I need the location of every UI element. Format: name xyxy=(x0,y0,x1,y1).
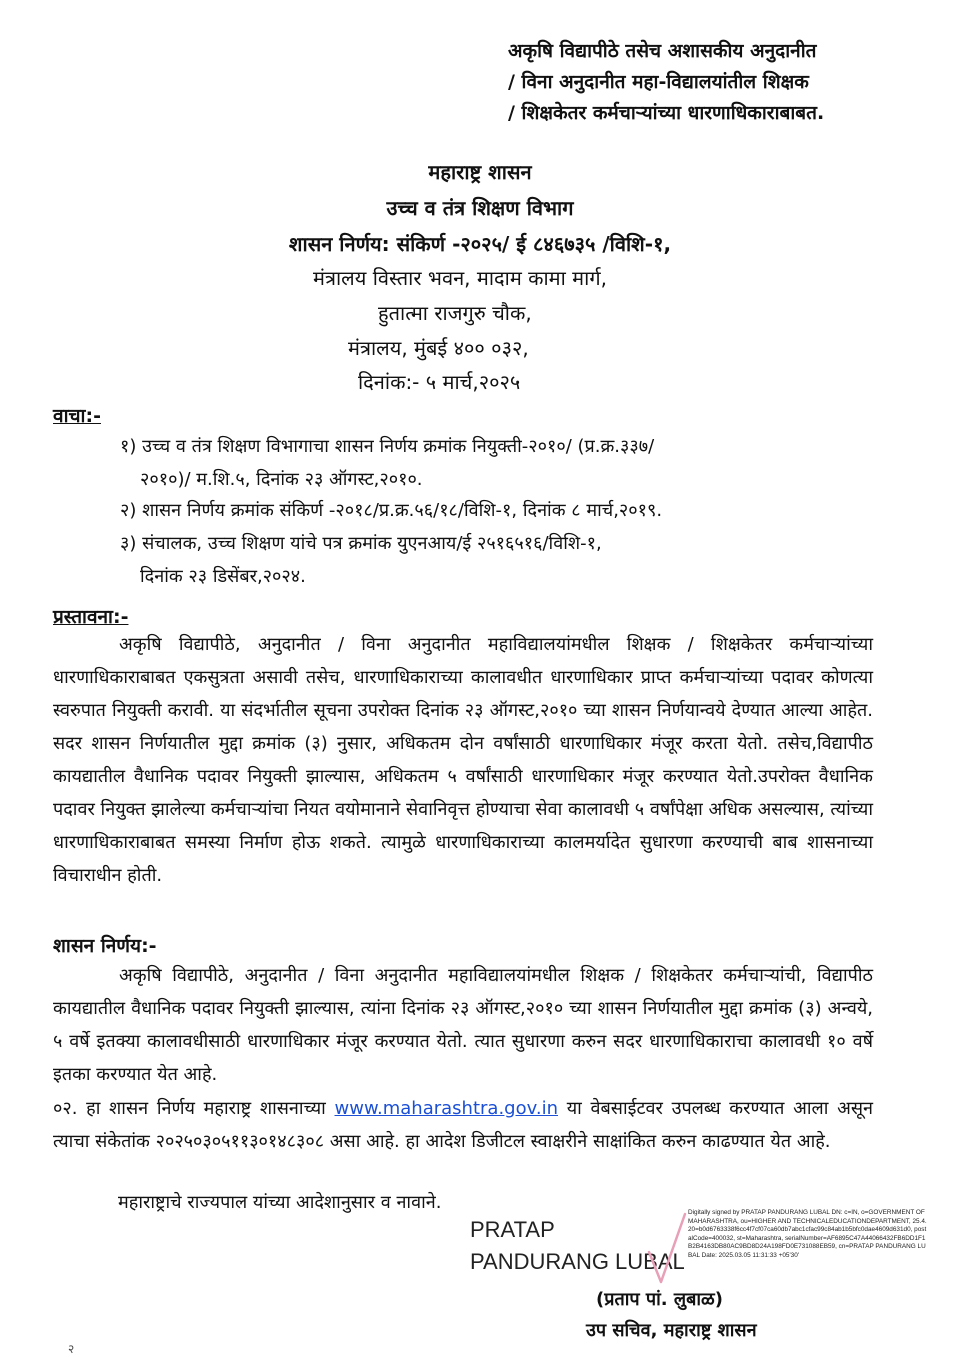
address-line-3: मंत्रालय, मुंबई ४०० ०३२, xyxy=(348,336,529,360)
reference-3-line-2: दिनांक २३ डिसेंबर,२०२४. xyxy=(140,566,306,587)
preamble-heading: प्रस्तावना:- xyxy=(53,606,129,628)
reference-1-line-2: २०१०)/ म.शि.५, दिनांक २३ ऑगस्ट,२०१०. xyxy=(140,469,423,490)
signer-name-line-2: PANDURANG LUBAL xyxy=(470,1249,685,1274)
signature-checkmark-stroke xyxy=(649,1214,685,1282)
decision-paragraph-2-prefix: ०२. हा शासन निर्णय महाराष्ट्र शासनाच्या xyxy=(53,1098,335,1119)
reference-3 xyxy=(120,527,602,593)
department-title: उच्च व तंत्र शिक्षण विभाग xyxy=(386,196,574,220)
decision-paragraph-2 xyxy=(53,1092,873,1158)
address-line-2: हुतात्मा राजगुरु चौक, xyxy=(378,301,532,325)
signer-name-line-1: PRATAP xyxy=(470,1217,555,1242)
address-line-1: मंत्रालय विस्तार भवन, मादाम कामा मार्ग, xyxy=(313,266,607,290)
reference-1 xyxy=(120,430,654,496)
website-link[interactable]: www.maharashtra.gov.in xyxy=(334,1098,558,1119)
reference-3-line-1: ३) संचालक, उच्च शिक्षण यांचे पत्र क्रमांक युएनआय/ई २५१६५१६/विशि-१, xyxy=(120,533,602,554)
signature-checkmark-icon xyxy=(643,1208,691,1288)
gr-number: शासन निर्णय: संकिर्ण -२०२५/ ई ८४६७३५ /विशि-१, xyxy=(288,232,672,256)
government-title: महाराष्ट्र शासन xyxy=(428,160,532,184)
reference-1-line-1: १) उच्च व तंत्र शिक्षण विभागाचा शासन निर्णय क्रमांक नियुक्ती-२०१०/ (प्र.क्र.३३७/ xyxy=(120,436,655,457)
read-heading: वाचा:- xyxy=(53,405,101,427)
officer-title: उप सचिव, महाराष्ट्र शासन xyxy=(586,1320,757,1341)
decision-paragraph-2-suffix: या वेबसाईटवर उपलब्ध करण्यात आला असून त्याचा संकेतांक २०२५०३०५११३०१४८३०८ असा आहे. हा आदेश डिजीटल स्वाक्षरीने साक्षांकित करुन काढण्यात येत आहे. xyxy=(53,1098,873,1152)
subject-line-3: / शिक्षकेतर कर्मचाऱ्यांच्या धारणाधिकाराबाबत. xyxy=(508,102,825,124)
decision-paragraph: अकृषि विद्यापीठे, अनुदानीत / विना अनुदानीत महाविद्यालयांमधील शिक्षक / शिक्षकेतर कर्मचाऱ्यांची, विद्यापीठ कायद्यातील वैधानिक पदावर नियुक्ती झाल्यास, त्यांना दिनांक २३ ऑगस्ट,२०१० च्या शासन निर्णयातील मुद्दा क्रमांक (३) अन्वये, ५ वर्षे इतक्या कालावधीसाठी धारणाधिकार मंजूर करण्यात येतो. त्यात सुधारणा करुन सदर धारणाधिकाराचा कालावधी १० वर्षे इतका करण्यात येत आहे. xyxy=(53,965,873,1085)
preamble-paragraph: अकृषि विद्यापीठे, अनुदानीत / विना अनुदानीत महाविद्यालयांमधील शिक्षक / शिक्षकेतर कर्मचाऱ्यांच्या धारणाधिकाराबाबत एकसुत्रता असावी तसेच, धारणाधिकाराच्या कालावधीत धारणाधिकार प्राप्त कर्मचाऱ्यांच्या पदावर कोणत्या स्वरुपात नियुक्ती करावी. या संदर्भातील सूचना उपरोक्त दिनांक २३ ऑगस्ट,२०१० च्या शासन निर्णयान्वये देण्यात आल्या आहेत. सदर शासन निर्णयातील मुद्दा क्रमांक (३) नुसार, अधिकतम दोन वर्षांसाठी धारणाधिकार मंजूर करता येतो. तसेच,विद्यापीठ कायद्यातील वैधानिक पदावर नियुक्ती झाल्यास, अधिकतम ५ वर्षांसाठी धारणाधिकार मंजूर करण्यात येतो.उपरोक्त वैधानिक पदावर नियुक्त झालेल्या कर्मचाऱ्यांचा नियत वयोमानाने सेवानिवृत्त होण्याचा सेवा कालावधी ५ वर्षांपेक्षा अधिक असल्यास, त्यांच्या धारणाधिकाराबाबत समस्या निर्माण होऊ शकते. त्यामुळे धारणाधिकाराच्या कालमर्यादेत सुधारणा करण्याची बाब शासनाच्या विचाराधीन होती. xyxy=(53,634,873,886)
subject-block xyxy=(508,36,928,129)
issue-date: दिनांक:- ५ मार्च,२०२५ xyxy=(358,370,521,394)
closing-line: महाराष्ट्राचे राज्यपाल यांच्या आदेशानुसार व नावाने. xyxy=(118,1192,442,1213)
subject-line-1: अकृषि विद्यापीठे तसेच अशासकीय अनुदानीत xyxy=(508,40,817,62)
reference-2: २) शासन निर्णय क्रमांक संकिर्ण -२०१८/प्र.क्र.५६/१८/विशि-१, दिनांक ८ मार्च,२०१९. xyxy=(120,500,663,521)
officer-name: (प्रताप पां. लुबाळ) xyxy=(596,1289,723,1310)
signature-details: Digitally signed by PRATAP PANDURANG LUBAL DN: c=IN, o=GOVERNMENT OF MAHARASHTRA, ou=HIGHER AND TECHNICALEDUCATIONDEPARTMENT, 25.4.20=b0d6763338f6cc4f7cf07ca60db7abc1cfac99c84ab1b5bfc0dae4609d631d0, postalCode=400032, st=Maharashtra, serialNumber=AF6895C47A44066432FB6DD1F1B2B4163DB80AC9BD8D24A198FD0E731088EB59, cn=PRATAP PANDURANG LUBAL Date: 2025.03.05 11:31:33 +05'30' xyxy=(688,1209,927,1259)
subject-line-2: / विना अनुदानीत महा-विद्यालयांतील शिक्षक xyxy=(508,71,809,93)
page-mark: २ xyxy=(68,1342,75,1356)
decision-heading: शासन निर्णय:- xyxy=(53,935,157,957)
